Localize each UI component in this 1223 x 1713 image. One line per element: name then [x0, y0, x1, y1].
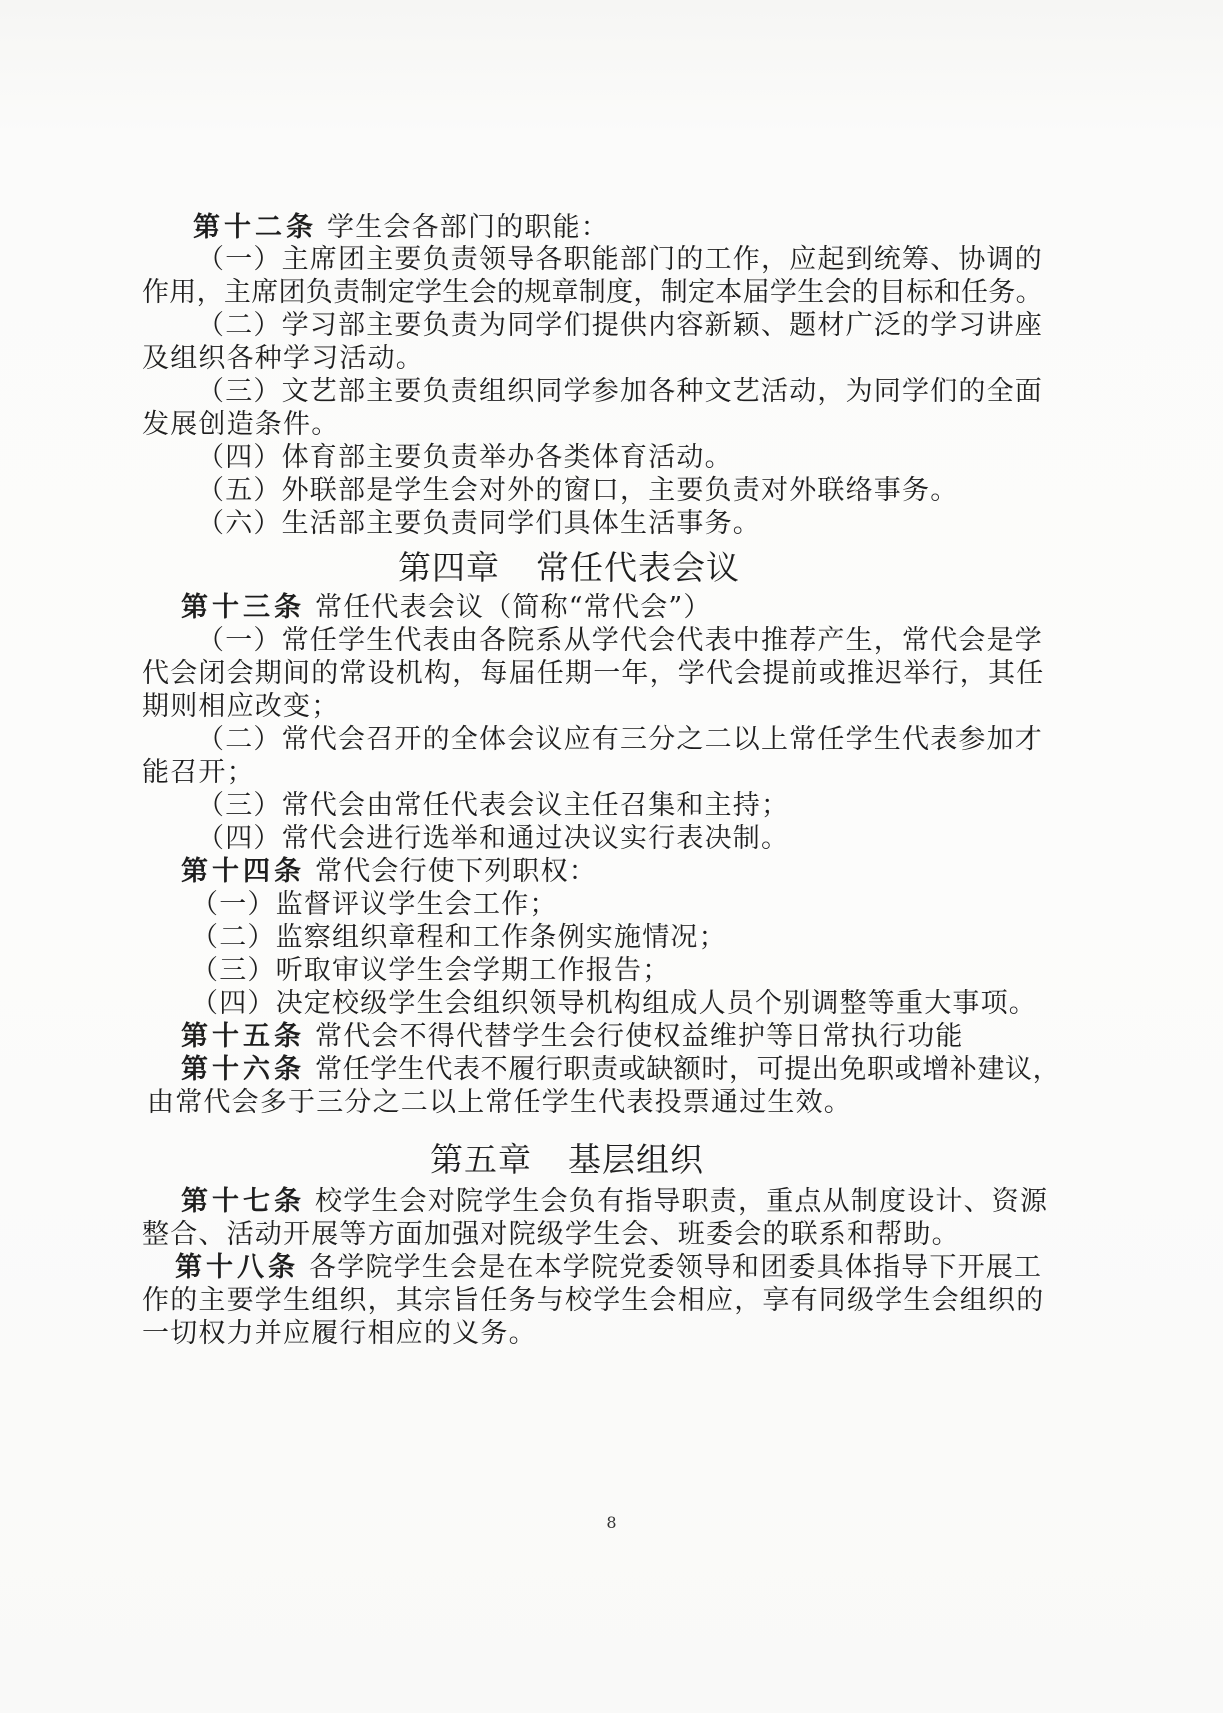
article-text: 学生会各部门的职能： — [327, 212, 609, 243]
text-line: 代会闭会期间的常设机构，每届任期一年，学代会提前或推迟举行，其任 — [142, 658, 1045, 689]
article-text: 常任代表会议（简称“常代会”） — [315, 592, 712, 623]
text-line: （一）主席团主要负责领导各职能部门的工作，应起到统筹、协调的 — [197, 244, 1043, 275]
text-line: 期则相应改变； — [142, 691, 340, 722]
text-line: （六）生活部主要负责同学们具体生活事务。 — [197, 508, 761, 539]
article-line — [181, 856, 597, 887]
text-line: （一）监督评议学生会工作； — [191, 889, 558, 920]
text-line: 发展创造条件。 — [142, 409, 340, 440]
text-line: 及组织各种学习活动。 — [142, 343, 424, 374]
article-line — [175, 1252, 1042, 1283]
article-line — [181, 1054, 1060, 1085]
text-line: （五）外联部是学生会对外的窗口，主要负责对外联络事务。 — [197, 475, 959, 506]
chapter-number: 第五章 — [430, 1140, 532, 1179]
article-text: 常代会行使下列职权： — [315, 856, 597, 887]
chapter-heading — [398, 548, 740, 588]
text-line: （四）体育部主要负责举办各类体育活动。 — [197, 442, 733, 473]
text-line: （一）常任学生代表由各院系从学代会代表中推荐产生，常代会是学 — [197, 625, 1043, 656]
page-number: 8 — [606, 1513, 617, 1532]
text-line: 作的主要学生组织，其宗旨任务与校学生会相应，享有同级学生会组织的 — [142, 1285, 1045, 1316]
text-line: （四）决定校级学生会组织领导机构组成人员个别调整等重大事项。 — [191, 988, 1037, 1019]
article-number: 第十三条 — [181, 592, 305, 623]
article-text: 常任学生代表不履行职责或缺额时，可提出免职或增补建议， — [315, 1054, 1061, 1085]
text-line: （三）常代会由常任代表会议主任召集和主持； — [197, 790, 790, 821]
article-line — [193, 212, 609, 243]
article-number: 第十七条 — [181, 1186, 305, 1217]
chapter-number: 第四章 — [398, 548, 500, 587]
article-text: 各学院学生会是在本学院党委领导和团委具体指导下开展工 — [309, 1252, 1043, 1283]
article-number: 第十五条 — [181, 1021, 305, 1052]
article-line — [181, 1186, 1048, 1217]
article-line — [181, 592, 712, 623]
text-line: 由常代会多于三分之二以上常任学生代表投票通过生效。 — [147, 1087, 852, 1118]
text-line: （三）听取审议学生会学期工作报告； — [191, 955, 671, 986]
article-number: 第十六条 — [181, 1054, 305, 1085]
text-line: 作用，主席团负责制定学生会的规章制度，制定本届学生会的目标和任务。 — [142, 277, 1043, 308]
article-number: 第十二条 — [193, 212, 317, 243]
text-line: （二）常代会召开的全体会议应有三分之二以上常任学生代表参加才 — [197, 724, 1043, 755]
article-text: 校学生会对院学生会负有指导职责，重点从制度设计、资源 — [315, 1186, 1049, 1217]
text-line: （二）学习部主要负责为同学们提供内容新颖、题材广泛的学习讲座 — [197, 310, 1043, 341]
text-line: （四）常代会进行选举和通过决议实行表决制。 — [197, 823, 790, 854]
text-line: （三）文艺部主要负责组织同学参加各种文艺活动，为同学们的全面 — [197, 376, 1043, 407]
chapter-title: 常任代表会议 — [536, 548, 740, 587]
text-line: 一切权力并应履行相应的义务。 — [142, 1318, 537, 1349]
chapter-heading — [430, 1140, 704, 1180]
text-line: （二）监察组织章程和工作条例实施情况； — [191, 922, 727, 953]
article-line — [181, 1021, 964, 1052]
article-number: 第十八条 — [175, 1252, 299, 1283]
article-number: 第十四条 — [181, 856, 305, 887]
text-line: 整合、活动开展等方面加强对院级学生会、班委会的联系和帮助。 — [142, 1219, 960, 1250]
chapter-title: 基层组织 — [568, 1140, 704, 1179]
text-line: 能召开； — [142, 757, 255, 788]
article-text: 常代会不得代替学生会行使权益维护等日常执行功能 — [315, 1021, 964, 1052]
